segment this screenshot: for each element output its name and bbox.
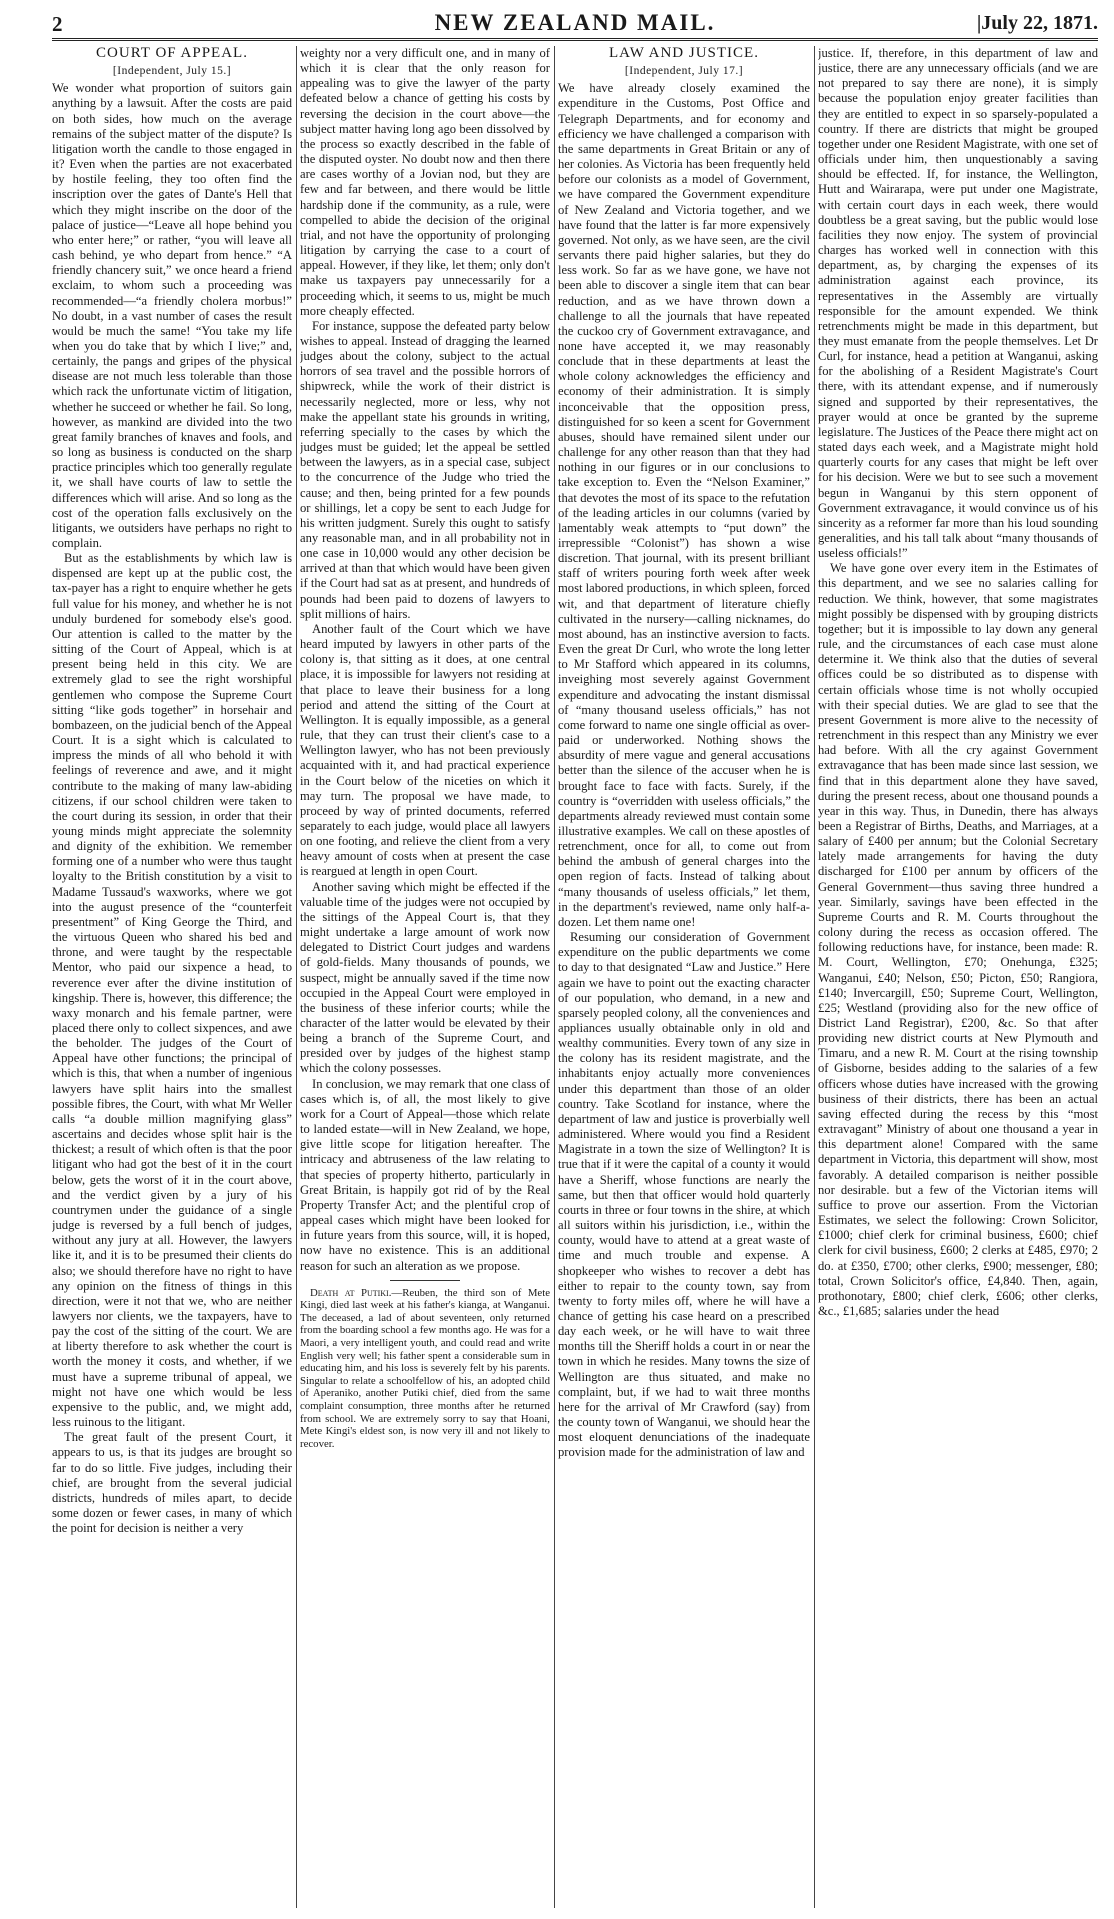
column-rule <box>554 46 555 1908</box>
article-source: [Independent, July 17.] <box>624 65 744 78</box>
article-paragraph: We wonder what proportion of suitors gain anything by a lawsuit. After the costs are paid on both sides, how much on the average remains of the subject matter of the dispute? Is litigation worth the candle to those engaged in it? Even when the parties are not exacerbated by hostile feeling, they too often find the inscription over the gates of Dante's Hell that which they might inscribe on the door of the palace of justice—“Leave all hope behind you who enter here;” or rather, “you will leave all cash behind, ye who depart from hence.” “A friendly chancery suit,” we once heard a friend exclaim, to whom such a proceeding was recommended—“a friendly cholera morbus!” No doubt, in a vast number of cases the result would be much the same! “You take my life when you do take that by which I live;” and, certainly, the pangs and gripes of the physical disease are not much less tolerable than those which rack the unfortunate victim of litigation, whether he succeed or whether he fail. So long, however, as mankind are divided into the two great family branches of knaves and fools, and so long as business is conducted on the sharp practice principles which too generally regulate it, we shall have courts of law to settle the differences which will arise. And so long as the cost of the operation falls exclusively on the litigants, we outsiders have perhaps no right to complain. <box>52 81 292 550</box>
section-divider <box>390 1280 460 1281</box>
article-source: [Independent, July 15.] <box>112 65 232 78</box>
page-number: 2 <box>52 12 63 36</box>
article-paragraph: Another saving which might be effected if the valuable time of the judges were not occupied by the sittings of the Appeal Court is, that they might undertake a large amount of work now delegated to District Court judges and wardens of gold-fields. Many thousands of pounds, we suspect, might be annually saved if the time now occupied in the Appeal Court were employed in the business of these inferior courts; while the character of the latter would be elevated by their being a branch of the Supreme Court, and presided over by judges of the highest stamp which the colony possesses. <box>300 879 550 1076</box>
article-paragraph: In conclusion, we may remark that one class of cases which is, of all, the most likely to give work for a Court of Appeal—those which relate to landed estate—will in New Zealand, we hope, give little scope for litigation hereafter. The intricacy and abtruseness of the law relating to that species of property hitherto, particularly in Great Britain, is happily got rid of by the Real Property Transfer Act; and the plentiful crop of appeal cases which might have been looked for in future years from this source, will, it is hoped, now have no existence. This is an additional reason for such an alteration as we propose. <box>300 1076 550 1273</box>
article-paragraph: We have gone over every item in the Estimates of this department, and we see no salaries calling for reduction. We think, however, that some magistrates might possibly be dispensed with by grouping districts together; but it is impossible to lay down any general rule, and the circumstances of each case must alone determine it. We think also that the duties of several offices could be so distributed as to dispense with certain officials whose time is not wholly occupied with their special duties. We are glad to see that the present Government is more alive to the necessity of retrenchment in this respect than any Ministry we ever had before. With all the cry against Government extravagance that has been made since last session, we find that in this department alone they have saved, during the present recess, about one thousand pounds a year in this way. Thus, in Dunedin, there has always been a Registrar of Births, Deaths, and Marriages, at a salary of £400 per annum; but the Colonial Secretary lately made arrangements for having the duty discharged for £100 per annum by officers of the General Government—thus saving three hundred a year. Similarly, savings have been effected in the Supreme Courts and R. M. Courts throughout the colony during the recess as occasion offered. The following reductions have, for instance, been made: R. M. Court, Wellington, £70; Onehunga, £325; Wanganui, £40; Nelson, £50; Picton, £50; Rangiora, £140; Invercargill, £50; Supreme Court, Wellington, £25; Westland (providing also for the new office of District Land Registrar), £200, &c. So that after providing new district courts at New Plymouth and Timaru, and a new R. M. Court at the rising township of Gisborne, besides adding to the salaries of a few officers whose duties have increased with the growing business of their districts, there has been an actual saving effected during the recess by this “most extravagant” Ministry of about one thousand a year in this department alone! Compared with the same department in Victoria, this department will show, most favorably. A detailed comparison is neither possible nor desirable. but a few of the Victorian items will suffice to prove our assertion. From the Victorian Estimates, we select the following: Crown Solicitor, £1000; chief clerk for criminal business, £600; chief clerk for civil business, £600; 2 clerks at £485, £970; 2 do. at £350, £700; other clerks, £900; messenger, £80; total, Crown Solicitor's office, £4,840. Then, again, prothonotary, £800; chief clerk, £606; other clerks, &c., £1,685; salaries under the head <box>818 561 1098 1318</box>
article-paragraph: The great fault of the present Court, it appears to us, is that its judges are brought so far to do so little. Five judges, including their chief, are brought from the several judicial districts, hundreds of miles apart, to decide some dozen or fewer cases, in many of which the point for decision is neither a very <box>52 1430 292 1536</box>
article-paragraph: But as the establishments by which law is dispensed are kept up at the public cost, the tax-payer has a right to enquire whether he gets full value for his money, and whether he is not unduly burdened for somebody else's good. Our attention is called to the matter by the sitting of the Court of Appeal, which is at present being held in this city. We are extremely glad to see the right worshipful gentlemen who compose the Supreme Court sitting “like gods together” in horsehair and bombazeen, on the judicial bench of the Appeal Court. It is a sight which is calculated to impress the minds of all who behold it with feelings of reverence and awe, and it might contribute to the making of many law-abiding citizens, if our school children were taken to the court during its session, in order that their young minds might appreciate the solemnity and dignity of the exhibition. We remember forming one of a number who were thus taught loyalty to the British constitution by a visit to Madame Tussaud's waxworks, where we got into the august presence of the “counterfeit presentment” of King George the Third, and the virtuous Queen who shared his bed and throne, and were taught by the respectable Mentor, who paid our sixpence a head, to reverence ever after the divine institution of kingship. There is, however, this difference; the waxy monarch and his female partner, were placed there only to collect sixpences, and awe the beholder. The judges of the Court of Appeal have other functions; the principal of which is this, that when a number of ingenious lawyers have split hairs into the smallest possible fibres, the Court, with what Mr Weller calls “a double million magnifying glass” ascertains and decides whose split hair is the thickest; a result of which often is that the poor litigant who had got the best of it in the court below, gets the worst of it in the court above, and the verdict given by a jury of his countrymen under the guidance of a single judge is reversed by a full bench of judges, without any jury at all. However, the lawyers like it, and it is to be presumed their clients do also; we should therefore have no right to have any opinion on the fitness of things in this direction, were it not that we, who are neither lawyers nor clients, we the taxpayers, have to pay the cost of the sitting of the court. We are at liberty therefore to ask whether the court is worth the money it costs, and whether, if we must have a supreme tribunal of appeal, we might not have one which would be less expensive to the public, and, we might add, less ruinous to the litigant. <box>52 551 292 1430</box>
article-paragraph: weighty nor a very difficult one, and in many of which it is clear that the only reason for appealing was to give the lawyer of the party defeated below a chance of getting his costs by reversing the decision in the court above—the subject matter having long ago been dissolved by the process so exactly described in the fable of the disputed oyster. No doubt now and then there are cases worthy of a Jovian nod, but they are few and far between, and there would be little hardship done if the community, as a rule, were compelled to abide the decision of the original trial, and not have the opportunity of prolonging litigation by carrying the case to a court of appeal. However, if they like, let them; only don't make us taxpayers pay unnecessarily for a proceeding which, it seems to us, might be much more cheaply effected. <box>300 46 550 318</box>
masthead <box>52 8 1098 41</box>
column-2 <box>300 46 550 1908</box>
column-rule <box>814 46 815 1908</box>
column-4 <box>818 46 1098 1908</box>
column-1 <box>52 46 292 1908</box>
article-heading-law-and-justice: LAW AND JUSTICE. <box>609 46 759 61</box>
column-3 <box>558 46 810 1908</box>
death-notice-text: —Reuben, the third son of Mete Kingi, died last week at his father's kianga, at Wanganui. The deceased, a lad of about seventeen, only returned from the boarding school a few months ago. He was for a Maori, a very intelligent youth, and could read and write English very well; his father spent a considerable sum in educating him, and his loss is severely felt by his parents. Singular to relate a schoolfellow of his, an adopted child of Aperaniko, another Putiki chief, died from the same complaint consumption, three months after he returned from school. We are extremely sorry to say that Hoani, Mete Kingi's eldest son, is now very ill and not likely to recover. <box>300 1286 550 1450</box>
column-rule <box>296 46 297 1908</box>
death-notice-lead: Death at Putiki. <box>310 1286 392 1299</box>
article-paragraph: We have already closely examined the expenditure in the Customs, Post Office and Telegraph Departments, and for economy and efficiency we have challenged a comparison with the same departments in Great Britain or any of her colonies. As Victoria has been frequently held before our colonists as a model of Government, we have compared the Government expenditure of New Zealand and Victoria together, and we have found that the latter is far more expensively governed. Not only, as we have seen, are the civil servants there paid higher salaries, but they do less work. So far as we have gone, we have not been able to discover a single item that can bear reduction, and as we have thrown down a challenge to all the journals that have repeated the cuckoo cry of Government extravagance, and none have accepted it, we may reasonably conclude that in these departments at least the whole colony acknowledges the efficiency and economy of their administration. It is simply inconceivable that the opposition press, distinguished for so keen a scent for Government abuses, should have remained silent under our challenge for any other reason than that they had nothing in our figures or in our conclusions to take exception to. Even the “Nelson Examiner,” that devotes the most of its space to the refutation of the leading articles in our columns (varied by lamentably weak attempts to “put down” the irrepressible “Colonist”) has shown a wise discretion. That journal, with its present brilliant staff of writers pouring forth week after week most labored productions, in which spleen, forced wit, and that department of literature chiefly cultivated in the nursery—calling nicknames, do most abound, has an instinctive aversion to facts. Even the great Dr Curl, who wrote the long letter to Mr Stafford which appeared in its columns, inveighing most severely against Government expenditure and advocating the instant dismissal of “many thousand useless officials,” has not come forward to name one single official as over-paid or underworked. Nothing shows the absurdity of mere vague and general accusations better than the silence of the accuser when he is brought face to face with facts. Surely, if the country is “overridden with useless officials,” the departments already reviewed must contain some illustrative examples. We call on these apostles of retrenchment, once for all, to come out from behind the ambush of general charges into the open region of facts. Instead of talking about “many thousands of useless officials,” let them, in the department's reviewed, name only half-a-dozen. Let them name one! <box>558 81 810 929</box>
article-paragraph: Another fault of the Court which we have heard imputed by lawyers in other parts of the colony is, that sitting as it does, at one central place, it is impossible for lawyers not residing at that place to leave their business for a long period and attend the sitting of the Court at Wellington. It is equally impossible, as a general rule, that they can trust their client's case to a Wellington lawyer, who has not been previously acquainted with it, and had practical experience in the Court below of the niceties on which it may turn. The proposal we have made, to proceed by way of printed documents, referred separately to each judge, would place all lawyers on one footing, and relieve the client from a very heavy amount of costs when at present the case is reargued at length in open Court. <box>300 621 550 879</box>
issue-date: |July 22, 1871. <box>976 12 1098 34</box>
article-paragraph: justice. If, therefore, in this department of law and justice, there are any unnecessary officials (and we are not prepared to say there are none), it is simply because the population enjoy greater facilities than they are entitled to expect in so sparsely-populated a country. If there are districts that might be grouped together under one Resident Magistrate, with one set of officials under him, then unquestionably a saving should be effected. If, for instance, the Wellington, Hutt and Wairarapa, were put under one Magistrate, with certain court days in each week, there would doubtless be a great saving, but the public would lose facilities they now enjoy. The system of provincial charges has worked well in connection with this department, as, by charging the expenses of its administration against each province, its representatives in the Assembly are virtually responsible for the amount expended. We think retrenchments might be made in this department, but they must emanate from the people themselves. Let Dr Curl, for instance, head a petition at Wanganui, asking for the abolishing of a Resident Magistrate's Court there, with its attendant expense, and if numerously signed and supported by their representatives, the prayer would at once be granted by the supreme legislature. The Justices of the Peace there might act on stated days each week, and a Magistrate might hold quarterly courts for any cases that might be left over for his decision. Were we but to see such a movement begun in Wanganui by this stern opponent of Government extravagance, it would convince us of his sincerity as a reformer far more than his loud sounding generalities, and his tall talk about “many thousands of useless officials!” <box>818 46 1098 561</box>
article-paragraph: Resuming our consideration of Government expenditure on the public departments we come to day to that designated “Law and Justice.” Here again we have to point out the exacting character of our population, who demand, in a new and sparsely peopled colony, all the conveniences and appliances usually obtainable only in old and wealthy communities. Every town of any size in the colony has its resident magistrate, and the inhabitants enjoy actually more conveniences under this department than those of an older country. Take Scotland for instance, where the department of law and justice is proverbially well administered. Where would you find a Resident Magistrate in a town the size of Wellington? It is true that if it were the capital of a county it would have a Sheriff, whose functions are nearly the same, but then that officer would hold quarterly courts in three or four towns in the shire, at which all suitors within his jurisdiction, i.e., within the county, would have to attend at a great waste of time and much trouble and expense. A shopkeeper who wishes to recover a debt has either to repair to the county town, say from twenty to forty miles off, where he will have a chance of getting his case heard on a prescribed day each week, or he will have to wait three months till the Sheriff holds a court in or near the town in which he resides. Many towns the size of Wellington are thus situated, and make no complaint, but, if we had to wait three months here for the arrival of Mr Crawford (say) from the county town of Wanganui, we should hear the most eloquent denunciations of the inadequate provision made for the administration of law and <box>558 930 810 1460</box>
article-heading-court-of-appeal: COURT OF APPEAL. <box>96 46 248 61</box>
newspaper-title: NEW ZEALAND MAIL. <box>434 10 716 35</box>
article-paragraph: For instance, suppose the defeated party below wishes to appeal. Instead of dragging the learned judges about the colony, subject to the actual horrors of sea travel and the possible horrors of shipwreck, while the work of their district is necessarily neglected, more or less, why not make the appellant state his grounds in writing, referring specially to the cases by which the judges must be guided; let the appeal be settled between the lawyers, as in a special case, subject to the concurrence of the Judge who tried the cause; and then, being printed for a few pounds or shillings, let a copy be sent to each Judge for his written judgment. Surely this ought to satisfy any reasonable man, and in all probability not in one case in 10,000 would any other decision be arrived at than that which would have been given if the Court had sat as at present, and hundreds of pounds had been paid to dozens of lawyers to split millions of hairs. <box>300 318 550 621</box>
death-notice <box>300 1287 550 1451</box>
